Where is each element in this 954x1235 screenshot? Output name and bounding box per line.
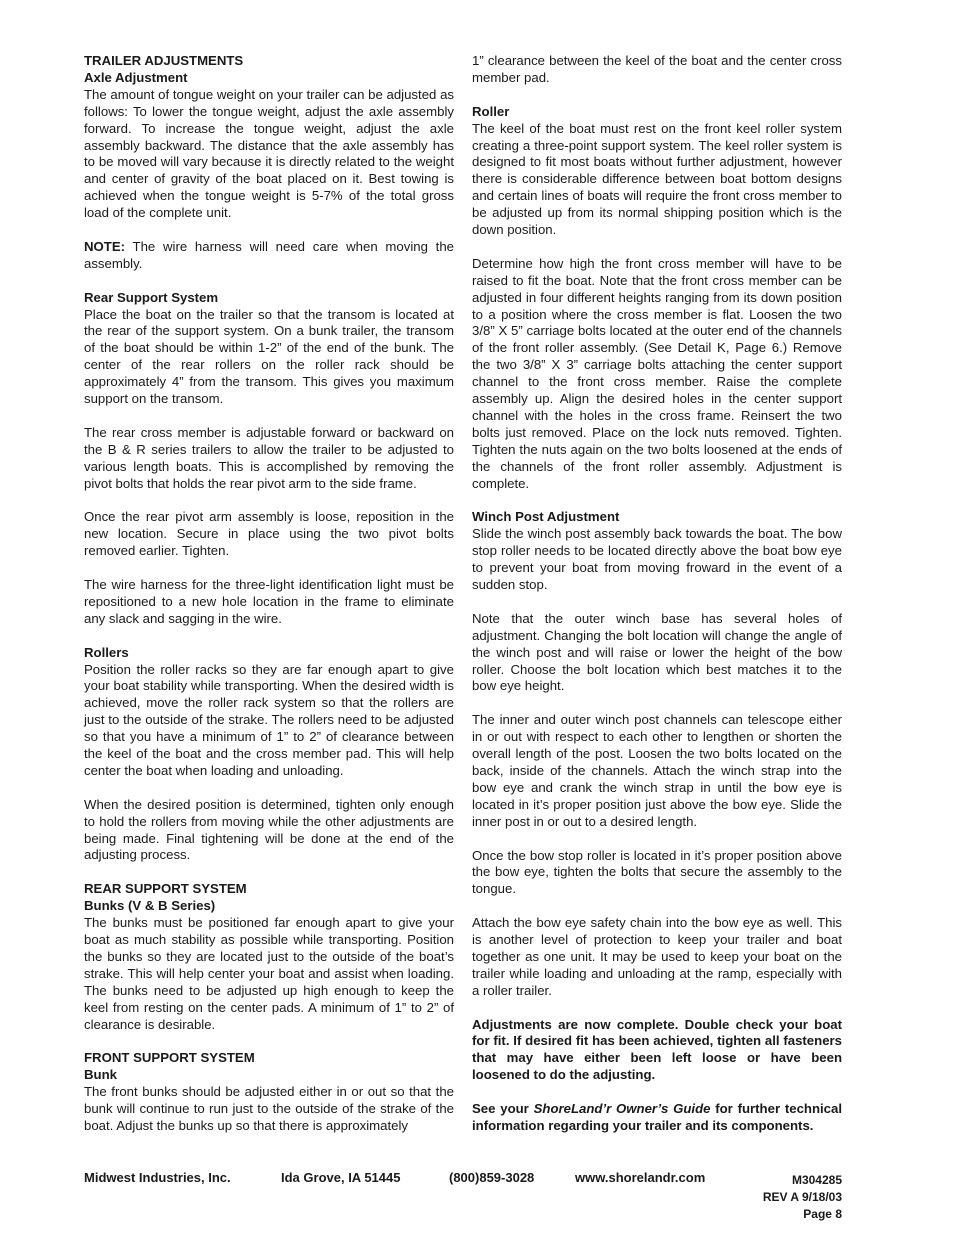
see-suffix: for further technical information regarding your trailer and its components. bbox=[472, 1101, 843, 1133]
paragraph-winch-1: Slide the winch post assembly back towards the boat. The bow stop roller needs to be located directly above the boat bow eye to prevent your boat from moving froward in the event of a sudden stop. bbox=[472, 526, 842, 593]
paragraph-bunk-continued: 1” clearance between the keel of the boat and the center cross member pad. bbox=[472, 53, 842, 85]
paragraph-note bbox=[84, 239, 454, 273]
paragraph-winch-3: The inner and outer winch post channels can telescope either in or out with respect to each other to lengthen or shorten the overall length of the post. Loosen the two bolts located on the back, inside of the channels. Attach the winch strap into the bow eye and crank the winch strap in until the bow eye is located in it’s proper position just above the bow eye. Slide the inner post in or out to a desired length. bbox=[472, 712, 842, 829]
paragraph-winch-2: Note that the outer winch base has several holes of adjustment. Changing the bolt location will change the angle of the winch post and will raise or lower the height of the bow roller. Choose the bolt location which best matches it to the bow eye height. bbox=[472, 610, 842, 694]
subheading-rollers: Rollers bbox=[84, 644, 129, 660]
paragraph-axle: The amount of tongue weight on your trailer can be adjusted as follows: To lower the tongue weight, adjust the axle assembly forward. To increase the tongue weight, adjust the axle assembly backward. The distance that the axle assembly has to be moved will vary because it is directly related to the weight and center of gravity of the boat placed on it. Best towing is achieved when the tongue weight is 5-7% of the total gross load of the complete unit. bbox=[84, 86, 454, 221]
doc-revision: REV A 9/18/03 bbox=[762, 1190, 842, 1204]
footer-doc-info bbox=[763, 1172, 842, 1223]
paragraph-rollers-1: Position the roller racks so they are far enough apart to give your boat stability while transporting. When the desired width is achieved, move the roller rack system so that the rollers are just to the outside of the strake. The rollers need to be adjusted so that you have a minimum of 1” to 2” of clearance between the keel of the boat and the cross member pad. This will help center the boat when loading and unloading. bbox=[84, 661, 454, 778]
owners-guide-title: ShoreLand’r Owner’s Guide bbox=[533, 1101, 711, 1117]
doc-number: M304285 bbox=[791, 1173, 842, 1187]
subheading-roller: Roller bbox=[472, 103, 510, 119]
paragraph-rear-support-3: Once the rear pivot arm assembly is loose, reposition in the new location. Secure in place using the two pivot bolts removed earlier. Tighten. bbox=[84, 509, 454, 559]
paragraph-rear-support-1: Place the boat on the trailer so that the transom is located at the rear of the support system. On a bunk trailer, the transom of the boat should be within 1-2” of the end of the bunk. The center of the rear rollers on the roller rack should be approximately 4” from the transom. This gives you maximum support on the transom. bbox=[84, 306, 454, 407]
subheading-winch-post: Winch Post Adjustment bbox=[472, 509, 620, 525]
paragraph-rear-support-4: The wire harness for the three-light identification light must be repositioned to a new hole location in the frame to eliminate any slack and sagging in the wire. bbox=[84, 577, 454, 626]
footer-city: Ida Grove, IA 51445 bbox=[281, 1170, 401, 1185]
page-number: Page 8 bbox=[803, 1207, 842, 1221]
paragraph-winch-5: Attach the bow eye safety chain into the bow eye as well. This is another level of protection to keep your trailer and boat together as one unit. It may be used to keep your boat on the trailer while loading and unloading at the ramp, especially with a roller trailer. bbox=[472, 915, 842, 998]
paragraph-rollers-2: When the desired position is determined, tighten only enough to hold the rollers from moving while the other adjustments are being made. Final tightening will be done at the end of the adjusting process. bbox=[84, 796, 454, 863]
subheading-axle-adjustment: Axle Adjustment bbox=[84, 69, 188, 85]
section-heading-trailer-adjustments: TRAILER ADJUSTMENTS bbox=[84, 53, 244, 68]
paragraph-bunks: The bunks must be positioned far enough apart to give your boat as much stability as possible while transporting. Position the bunks so they are located just to the outside of the boat’s strake. This will help center your boat and assist when loading. The bunks need to be adjusted up high enough to keep the keel from resting on the center pads. A minimum of 1” to 2” of clearance is desirable. bbox=[84, 915, 454, 1032]
paragraph-rear-support-2: The rear cross member is adjustable forward or backward on the B & R series trailers to allow the trailer to be adjusted to various length boats. This is accomplished by removing the pivot bolts that holds the rear pivot arm to the side frame. bbox=[84, 424, 454, 491]
section-heading-front-support-system: FRONT SUPPORT SYSTEM bbox=[84, 1050, 255, 1066]
paragraph-bunk: The front bunks should be adjusted either in or out so that the bunk will continue to run just to the outside of the strake of the boat. Adjust the bunks up so that there is approximately bbox=[84, 1084, 454, 1133]
right-column bbox=[472, 53, 842, 1135]
footer-phone: (800)859-3028 bbox=[449, 1170, 535, 1185]
footer-website: www.shorelandr.com bbox=[575, 1170, 706, 1185]
paragraph-roller-2: Determine how high the front cross member will have to be raised to fit the boat. Note that the front cross member can be adjusted in four different heights ranging from its down position to a position where the cross member is flat. Loosen the two 3/8” X 5” carriage bolts located at the outer end of the channels of the front roller assembly. (See Detail K, Page 6.) Remove the two 3/8” X 3” carriage bolts attaching the center support channel to the front cross member. Raise the complete assembly up. Align the desired holes in the center support channel with the holes in the cross frame. Reinsert the two bolts just removed. Place on the lock nuts removed. Tighten. Tighten the nuts again on the two bolts loosened at the ends of the channels of the front roller assembly. Adjustment is complete. bbox=[472, 255, 842, 491]
note-label: NOTE: bbox=[84, 238, 126, 254]
paragraph-roller-1: The keel of the boat must rest on the front keel roller system creating a three-point support system. The keel roller system is designed to fit most boats without further adjustment, however there is considerable difference between boat bottom designs and certain lines of boats will require the front cross member to be adjusted up from its normal shipping position which is the down position. bbox=[472, 120, 842, 238]
subheading-bunk: Bunk bbox=[84, 1067, 117, 1083]
paragraph-winch-4: Once the bow stop roller is located in it’s proper position above the bow eye, tighten the bolts that secure the assembly to the tongue. bbox=[472, 847, 842, 897]
see-prefix: See your bbox=[472, 1101, 534, 1117]
paragraph-adjustments-complete: Adjustments are now complete. Double check your boat for fit. If desired fit has been achieved, tighten all fasteners that may have either been left loose or have been loosened to do the adjusting. bbox=[472, 1016, 842, 1083]
paragraph-see-owners-guide bbox=[472, 1101, 842, 1135]
subheading-bunks: Bunks (V & B Series) bbox=[84, 898, 216, 914]
subheading-rear-support: Rear Support System bbox=[84, 289, 219, 305]
left-column bbox=[84, 53, 454, 1135]
section-heading-rear-support-system: REAR SUPPORT SYSTEM bbox=[84, 881, 247, 897]
footer-company: Midwest Industries, Inc. bbox=[84, 1170, 231, 1185]
note-text: The wire harness will need care when moving the assembly. bbox=[84, 238, 454, 271]
